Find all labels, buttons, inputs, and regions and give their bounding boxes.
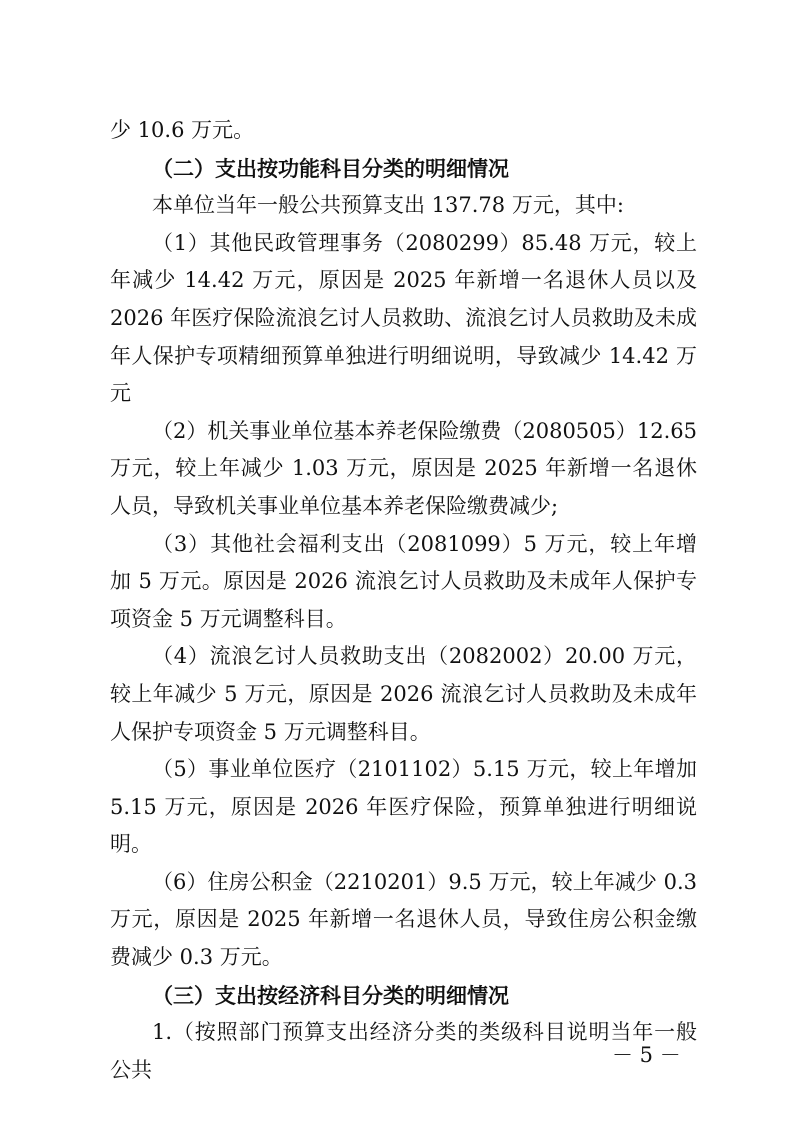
section-heading-functional: （二）支出按功能科目分类的明细情况: [152, 155, 509, 181]
paragraph-total-expenditure: 本单位当年一般公共预算支出 137.78 万元，其中:: [152, 193, 624, 218]
paragraph-item-6: （6）住房公积金（2210201）9.5 万元，较上年减少 0.3 万元，原因是 2025 年新增一名退休人员，导致住房公积金缴费减少 0.3 万元。: [110, 869, 697, 970]
paragraph-item-1: （1）其他民政管理事务（2080299）85.48 万元，较上年减少 14.42 万元，原因是 2025 年新增一名退休人员以及 2026 年医疗保险流浪乞讨人员救助、流浪乞讨人员救助及未成年人保护专项精细预算单独进行明细说明，导致减少 14.42 万元: [110, 230, 697, 406]
section-heading-economic: （三）支出按经济科目分类的明细情况: [152, 982, 509, 1008]
paragraph-continuation: 少 10.6 万元。: [110, 118, 255, 142]
paragraph-item-5: （5）事业单位医疗（2101102）5.15 万元，较上年增加 5.15 万元，原因是 2026 年医疗保险，预算单独进行明细说明。: [110, 757, 697, 857]
page-number: － 5 －: [612, 1043, 681, 1067]
paragraph-item-2: （2）机关事业单位基本养老保险缴费（2080505）12.65 万元，较上年减少 1.03 万元，原因是 2025 年新增一名退休人员，导致机关事业单位基本养老保险缴费减少;: [110, 418, 698, 518]
paragraph-item-3: （3）其他社会福利支出（2081099）5 万元，较上年增加 5 万元。原因是 2026 流浪乞讨人员救助及未成年人保护专项资金 5 万元调整科目。: [110, 531, 697, 631]
paragraph-item-4: （4）流浪乞讨人员救助支出（2082002）20.00 万元，较上年减少 5 万元，原因是 2026 流浪乞讨人员救助及未成年人保护专项资金 5 万元调整科目。: [110, 644, 697, 744]
paragraph-economic-1: 1.（按照部门预算支出经济分类的类级科目说明当年一般公共: [110, 1020, 697, 1082]
